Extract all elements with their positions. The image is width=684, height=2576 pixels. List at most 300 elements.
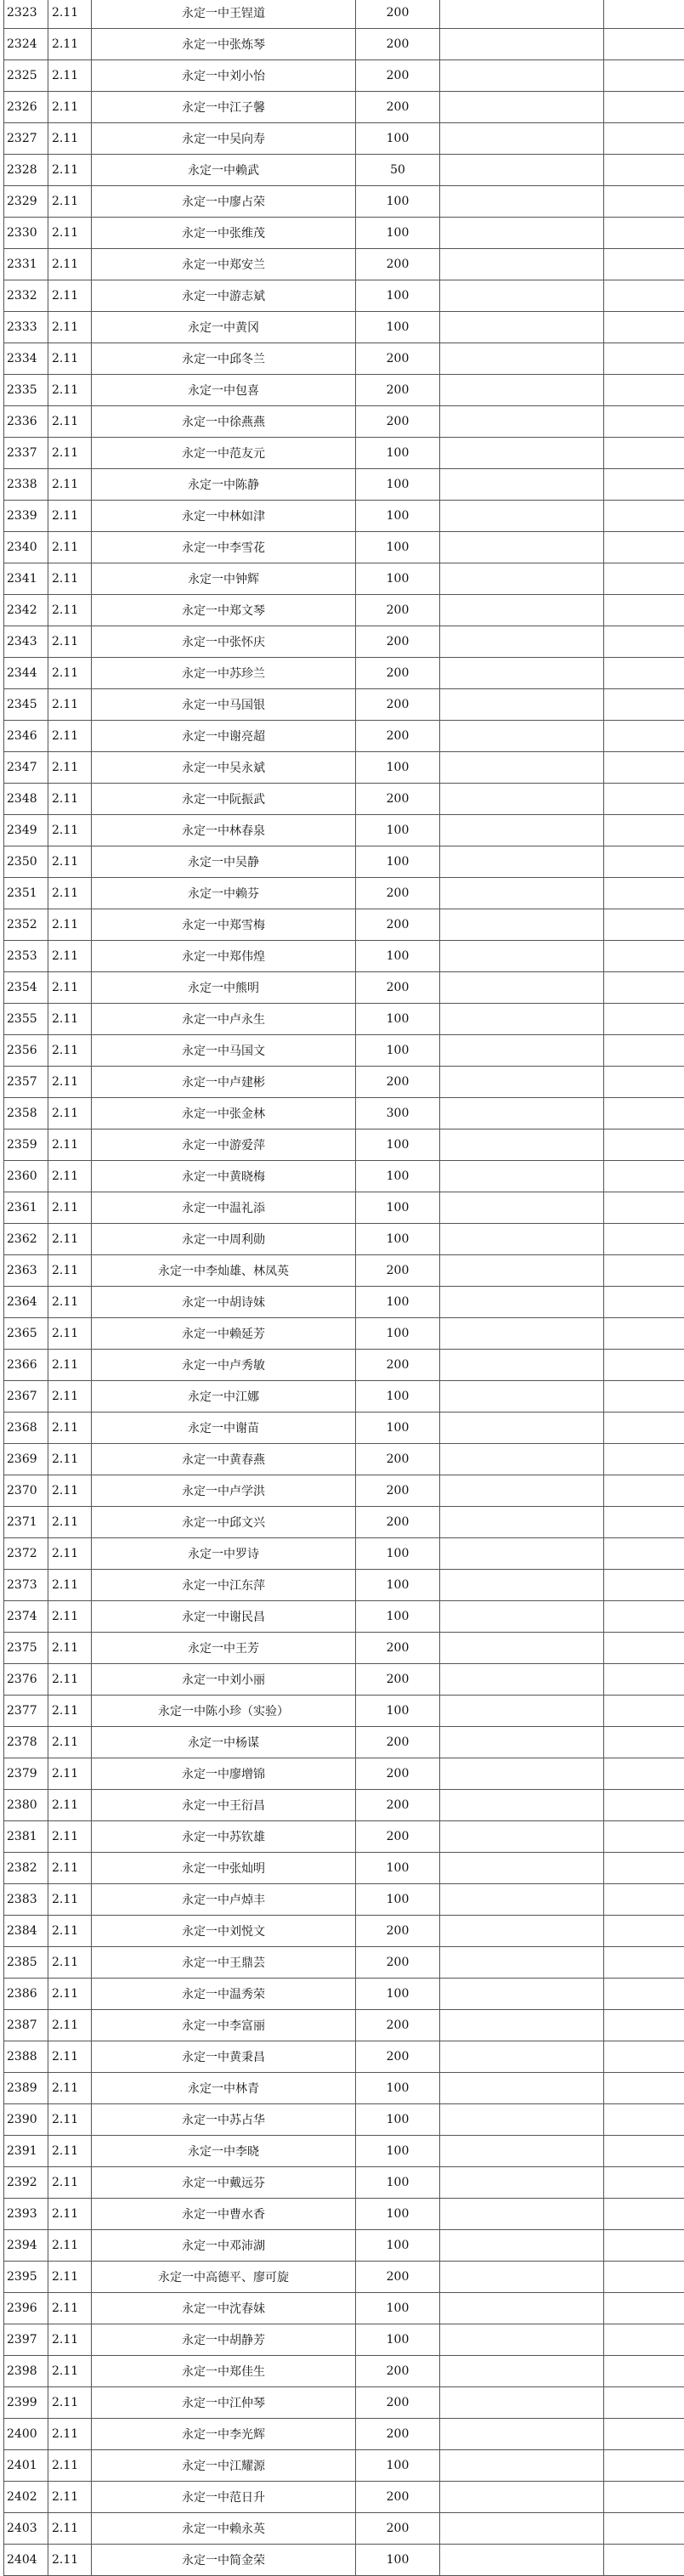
donor-name: 永定一中胡静芳: [92, 2324, 356, 2356]
row-number: 2377: [4, 1696, 48, 1727]
row-number: 2373: [4, 1570, 48, 1601]
row-number: 2360: [4, 1161, 48, 1192]
row-date: 2.11: [48, 1979, 92, 2010]
empty-cell: [440, 1035, 604, 1067]
donor-name: 永定一中刘小丽: [92, 1664, 356, 1696]
table-row: [4, 972, 684, 1004]
empty-cell: [440, 2324, 604, 2356]
donor-name: 永定一中卢学洪: [92, 1475, 356, 1507]
table-row: [4, 1821, 684, 1853]
donation-amount: 200: [356, 60, 440, 92]
empty-cell: [604, 2136, 684, 2167]
empty-cell: [604, 0, 684, 29]
row-number: 2349: [4, 815, 48, 846]
table-row: [4, 1161, 684, 1192]
row-date: 2.11: [48, 1035, 92, 1067]
row-number: 2398: [4, 2356, 48, 2387]
table-row: [4, 1853, 684, 1884]
row-date: 2.11: [48, 1224, 92, 1255]
empty-cell: [440, 155, 604, 186]
empty-cell: [440, 2293, 604, 2324]
empty-cell: [440, 343, 604, 375]
donor-name: 永定一中游爱萍: [92, 1129, 356, 1161]
table-row: [4, 1287, 684, 1318]
donation-amount: 200: [356, 29, 440, 60]
donation-amount: 200: [356, 1790, 440, 1821]
empty-cell: [440, 2010, 604, 2041]
empty-cell: [440, 186, 604, 218]
table-row: [4, 2482, 684, 2513]
empty-cell: [604, 2513, 684, 2545]
donor-name: 永定一中张怀庆: [92, 626, 356, 658]
empty-cell: [440, 972, 604, 1004]
empty-cell: [604, 941, 684, 972]
row-date: 2.11: [48, 1507, 92, 1538]
row-number: 2345: [4, 689, 48, 721]
empty-cell: [440, 1098, 604, 1129]
empty-cell: [440, 1664, 604, 1696]
donation-amount: 100: [356, 280, 440, 312]
table-row: [4, 1067, 684, 1098]
donation-amount: 200: [356, 1507, 440, 1538]
table-row: [4, 2104, 684, 2136]
row-number: 2397: [4, 2324, 48, 2356]
row-date: 2.11: [48, 1350, 92, 1381]
empty-cell: [440, 1601, 604, 1633]
donation-amount: 200: [356, 909, 440, 941]
donation-amount: 100: [356, 123, 440, 155]
donation-amount: 300: [356, 1098, 440, 1129]
table-row: [4, 563, 684, 595]
table-row: [4, 29, 684, 60]
table-row: [4, 689, 684, 721]
donation-amount: 100: [356, 2199, 440, 2230]
donor-name: 永定一中赖芬: [92, 878, 356, 909]
empty-cell: [604, 1444, 684, 1475]
row-number: 2384: [4, 1916, 48, 1947]
empty-cell: [440, 1727, 604, 1758]
donation-amount: 200: [356, 626, 440, 658]
empty-cell: [604, 1004, 684, 1035]
donation-amount: 200: [356, 658, 440, 689]
empty-cell: [440, 2387, 604, 2419]
empty-cell: [440, 2513, 604, 2545]
row-date: 2.11: [48, 1727, 92, 1758]
row-date: 2.11: [48, 155, 92, 186]
table-row: [4, 878, 684, 909]
donor-name: 永定一中杨谋: [92, 1727, 356, 1758]
donation-amount: 100: [356, 1287, 440, 1318]
empty-cell: [604, 312, 684, 343]
donation-amount: 100: [356, 1035, 440, 1067]
row-number: 2379: [4, 1758, 48, 1790]
donation-amount: 200: [356, 721, 440, 752]
row-number: 2340: [4, 532, 48, 563]
table-row: [4, 1570, 684, 1601]
donor-name: 永定一中沈春妹: [92, 2293, 356, 2324]
empty-cell: [440, 123, 604, 155]
empty-cell: [604, 2482, 684, 2513]
empty-cell: [604, 846, 684, 878]
donor-name: 永定一中卢秀敏: [92, 1350, 356, 1381]
table-row: [4, 60, 684, 92]
donation-amount: 100: [356, 1853, 440, 1884]
row-date: 2.11: [48, 1947, 92, 1979]
row-number: 2385: [4, 1947, 48, 1979]
donor-name: 永定一中李富丽: [92, 2010, 356, 2041]
row-date: 2.11: [48, 1821, 92, 1853]
empty-cell: [604, 972, 684, 1004]
donation-amount: 100: [356, 2136, 440, 2167]
donation-amount: 100: [356, 186, 440, 218]
table-row: [4, 1601, 684, 1633]
table-row: [4, 2167, 684, 2199]
row-number: 2375: [4, 1633, 48, 1664]
table-row: [4, 1633, 684, 1664]
empty-cell: [440, 1255, 604, 1287]
table-row: [4, 1979, 684, 2010]
donation-amount: 100: [356, 1884, 440, 1916]
empty-cell: [604, 2387, 684, 2419]
row-number: 2354: [4, 972, 48, 1004]
row-date: 2.11: [48, 29, 92, 60]
row-number: 2327: [4, 123, 48, 155]
empty-cell: [604, 1664, 684, 1696]
row-date: 2.11: [48, 1381, 92, 1413]
donor-name: 永定一中郑文琴: [92, 595, 356, 626]
table-row: [4, 501, 684, 532]
table-row: [4, 2513, 684, 2545]
table-row: [4, 2419, 684, 2450]
empty-cell: [604, 1350, 684, 1381]
empty-cell: [604, 92, 684, 123]
table-row: [4, 784, 684, 815]
empty-cell: [604, 1821, 684, 1853]
donation-amount: 100: [356, 2324, 440, 2356]
table-row: [4, 438, 684, 469]
row-date: 2.11: [48, 846, 92, 878]
empty-cell: [440, 846, 604, 878]
table-row: [4, 249, 684, 280]
empty-cell: [440, 1507, 604, 1538]
table-row: [4, 2450, 684, 2482]
row-date: 2.11: [48, 1098, 92, 1129]
donation-amount: 100: [356, 2167, 440, 2199]
empty-cell: [604, 1538, 684, 1570]
empty-cell: [604, 1633, 684, 1664]
donor-name: 永定一中温秀荣: [92, 1979, 356, 2010]
donor-name: 永定一中江东萍: [92, 1570, 356, 1601]
table-row: [4, 155, 684, 186]
row-date: 2.11: [48, 1758, 92, 1790]
table-row: [4, 909, 684, 941]
donor-name: 永定一中马国文: [92, 1035, 356, 1067]
donor-name: 永定一中黄秉昌: [92, 2041, 356, 2073]
donor-name: 永定一中郑雪梅: [92, 909, 356, 941]
empty-cell: [440, 501, 604, 532]
empty-cell: [604, 1853, 684, 1884]
donation-amount: 100: [356, 1538, 440, 1570]
row-number: 2359: [4, 1129, 48, 1161]
row-number: 2323: [4, 0, 48, 29]
row-number: 2348: [4, 784, 48, 815]
row-number: 2368: [4, 1413, 48, 1444]
empty-cell: [604, 155, 684, 186]
table-row: [4, 406, 684, 438]
empty-cell: [604, 878, 684, 909]
empty-cell: [440, 1224, 604, 1255]
row-date: 2.11: [48, 752, 92, 784]
donation-amount: 200: [356, 1916, 440, 1947]
empty-cell: [440, 1790, 604, 1821]
donor-name: 永定一中温礼添: [92, 1192, 356, 1224]
donor-name: 永定一中吴向寿: [92, 123, 356, 155]
donor-name: 永定一中马国银: [92, 689, 356, 721]
row-date: 2.11: [48, 563, 92, 595]
donation-amount: 100: [356, 2293, 440, 2324]
empty-cell: [604, 909, 684, 941]
donor-name: 永定一中王锃道: [92, 0, 356, 29]
row-number: 2328: [4, 155, 48, 186]
row-number: 2389: [4, 2073, 48, 2104]
row-number: 2399: [4, 2387, 48, 2419]
row-number: 2358: [4, 1098, 48, 1129]
row-number: 2390: [4, 2104, 48, 2136]
row-date: 2.11: [48, 438, 92, 469]
row-date: 2.11: [48, 2482, 92, 2513]
empty-cell: [604, 249, 684, 280]
empty-cell: [604, 1129, 684, 1161]
empty-cell: [604, 438, 684, 469]
donor-name: 永定一中熊明: [92, 972, 356, 1004]
row-number: 2382: [4, 1853, 48, 1884]
row-date: 2.11: [48, 2262, 92, 2293]
row-date: 2.11: [48, 1255, 92, 1287]
table-row: [4, 186, 684, 218]
table-row: [4, 1413, 684, 1444]
row-date: 2.11: [48, 1853, 92, 1884]
row-date: 2.11: [48, 595, 92, 626]
table-row: [4, 1916, 684, 1947]
donor-name: 永定一中张灿明: [92, 1853, 356, 1884]
row-date: 2.11: [48, 784, 92, 815]
empty-cell: [440, 1444, 604, 1475]
empty-cell: [604, 1067, 684, 1098]
row-number: 2365: [4, 1318, 48, 1350]
donor-name: 永定一中苏钦雄: [92, 1821, 356, 1853]
row-number: 2386: [4, 1979, 48, 2010]
row-number: 2371: [4, 1507, 48, 1538]
table-row: [4, 1884, 684, 1916]
row-date: 2.11: [48, 2136, 92, 2167]
donation-amount: 200: [356, 972, 440, 1004]
donor-name: 永定一中赖永英: [92, 2513, 356, 2545]
empty-cell: [440, 1853, 604, 1884]
table-row: [4, 2041, 684, 2073]
donation-amount: 100: [356, 1224, 440, 1255]
empty-cell: [604, 2324, 684, 2356]
row-date: 2.11: [48, 501, 92, 532]
donation-amount: 200: [356, 2356, 440, 2387]
row-number: 2391: [4, 2136, 48, 2167]
empty-cell: [604, 2199, 684, 2230]
donation-amount: 100: [356, 1318, 440, 1350]
donor-name: 永定一中江子馨: [92, 92, 356, 123]
empty-cell: [440, 878, 604, 909]
row-date: 2.11: [48, 1884, 92, 1916]
donation-amount: 100: [356, 1161, 440, 1192]
table-row: [4, 1192, 684, 1224]
empty-cell: [440, 1067, 604, 1098]
donor-name: 永定一中郑伟煌: [92, 941, 356, 972]
empty-cell: [604, 1916, 684, 1947]
row-number: 2364: [4, 1287, 48, 1318]
table-row: [4, 280, 684, 312]
empty-cell: [604, 1507, 684, 1538]
row-number: 2400: [4, 2419, 48, 2450]
empty-cell: [604, 2356, 684, 2387]
row-date: 2.11: [48, 626, 92, 658]
empty-cell: [440, 1633, 604, 1664]
donor-name: 永定一中林春泉: [92, 815, 356, 846]
empty-cell: [604, 2073, 684, 2104]
table-row: [4, 1758, 684, 1790]
empty-cell: [440, 595, 604, 626]
row-date: 2.11: [48, 2545, 92, 2576]
donation-amount: 200: [356, 2482, 440, 2513]
row-date: 2.11: [48, 2041, 92, 2073]
row-number: 2357: [4, 1067, 48, 1098]
empty-cell: [604, 343, 684, 375]
empty-cell: [604, 1696, 684, 1727]
empty-cell: [440, 1538, 604, 1570]
donor-name: 永定一中范友元: [92, 438, 356, 469]
row-number: 2392: [4, 2167, 48, 2199]
row-number: 2331: [4, 249, 48, 280]
row-number: 2393: [4, 2199, 48, 2230]
empty-cell: [604, 689, 684, 721]
donation-amount: 200: [356, 1350, 440, 1381]
row-date: 2.11: [48, 2450, 92, 2482]
donor-name: 永定一中邓沛湖: [92, 2230, 356, 2262]
row-number: 2383: [4, 1884, 48, 1916]
row-date: 2.11: [48, 1004, 92, 1035]
empty-cell: [440, 689, 604, 721]
empty-cell: [604, 563, 684, 595]
empty-cell: [440, 532, 604, 563]
empty-cell: [440, 784, 604, 815]
empty-cell: [604, 2545, 684, 2576]
empty-cell: [440, 2356, 604, 2387]
row-date: 2.11: [48, 878, 92, 909]
row-date: 2.11: [48, 1475, 92, 1507]
empty-cell: [604, 1098, 684, 1129]
row-number: 2387: [4, 2010, 48, 2041]
empty-cell: [440, 312, 604, 343]
donor-name: 永定一中江耀源: [92, 2450, 356, 2482]
row-date: 2.11: [48, 1444, 92, 1475]
table-row: [4, 1381, 684, 1413]
row-number: 2337: [4, 438, 48, 469]
table-row: [4, 2387, 684, 2419]
row-date: 2.11: [48, 375, 92, 406]
empty-cell: [604, 1790, 684, 1821]
row-date: 2.11: [48, 406, 92, 438]
row-number: 2376: [4, 1664, 48, 1696]
donor-name: 永定一中谢民昌: [92, 1601, 356, 1633]
row-number: 2388: [4, 2041, 48, 2073]
table-row: [4, 595, 684, 626]
donation-amount: 200: [356, 1633, 440, 1664]
empty-cell: [604, 2419, 684, 2450]
donor-name: 永定一中江仲琴: [92, 2387, 356, 2419]
donor-name: 永定一中王鼎芸: [92, 1947, 356, 1979]
table-row: [4, 2230, 684, 2262]
row-date: 2.11: [48, 658, 92, 689]
donor-name: 永定一中赖武: [92, 155, 356, 186]
row-date: 2.11: [48, 2010, 92, 2041]
empty-cell: [604, 1570, 684, 1601]
donor-name: 永定一中王衍昌: [92, 1790, 356, 1821]
row-date: 2.11: [48, 123, 92, 155]
row-date: 2.11: [48, 815, 92, 846]
donation-amount: 200: [356, 1475, 440, 1507]
table-row: [4, 1350, 684, 1381]
donor-name: 永定一中周利勋: [92, 1224, 356, 1255]
donation-amount: 200: [356, 1067, 440, 1098]
empty-cell: [604, 2450, 684, 2482]
empty-cell: [604, 1475, 684, 1507]
empty-cell: [440, 1570, 604, 1601]
empty-cell: [440, 2199, 604, 2230]
row-number: 2352: [4, 909, 48, 941]
row-date: 2.11: [48, 2387, 92, 2419]
row-date: 2.11: [48, 721, 92, 752]
donor-name: 永定一中钟辉: [92, 563, 356, 595]
donor-name: 永定一中李光辉: [92, 2419, 356, 2450]
empty-cell: [604, 1413, 684, 1444]
row-date: 2.11: [48, 2073, 92, 2104]
row-number: 2380: [4, 1790, 48, 1821]
table-row: [4, 1538, 684, 1570]
donation-amount: 100: [356, 1413, 440, 1444]
row-date: 2.11: [48, 1129, 92, 1161]
empty-cell: [440, 438, 604, 469]
donor-name: 永定一中廖占荣: [92, 186, 356, 218]
table-row: [4, 1224, 684, 1255]
empty-cell: [440, 1696, 604, 1727]
table-row: [4, 2073, 684, 2104]
donation-amount: 200: [356, 92, 440, 123]
table-row: [4, 1444, 684, 1475]
table-row: [4, 752, 684, 784]
empty-cell: [604, 752, 684, 784]
donor-name: 永定一中阮振武: [92, 784, 356, 815]
empty-cell: [440, 815, 604, 846]
donor-name: 永定一中罗诗: [92, 1538, 356, 1570]
row-date: 2.11: [48, 1790, 92, 1821]
row-number: 2366: [4, 1350, 48, 1381]
empty-cell: [440, 1475, 604, 1507]
donation-amount: 100: [356, 752, 440, 784]
donation-amount: 100: [356, 1979, 440, 2010]
donor-name: 永定一中曹水香: [92, 2199, 356, 2230]
table-row: [4, 1727, 684, 1758]
empty-cell: [604, 1381, 684, 1413]
donation-amount: 100: [356, 469, 440, 501]
empty-cell: [604, 2293, 684, 2324]
donation-amount: 200: [356, 1664, 440, 1696]
